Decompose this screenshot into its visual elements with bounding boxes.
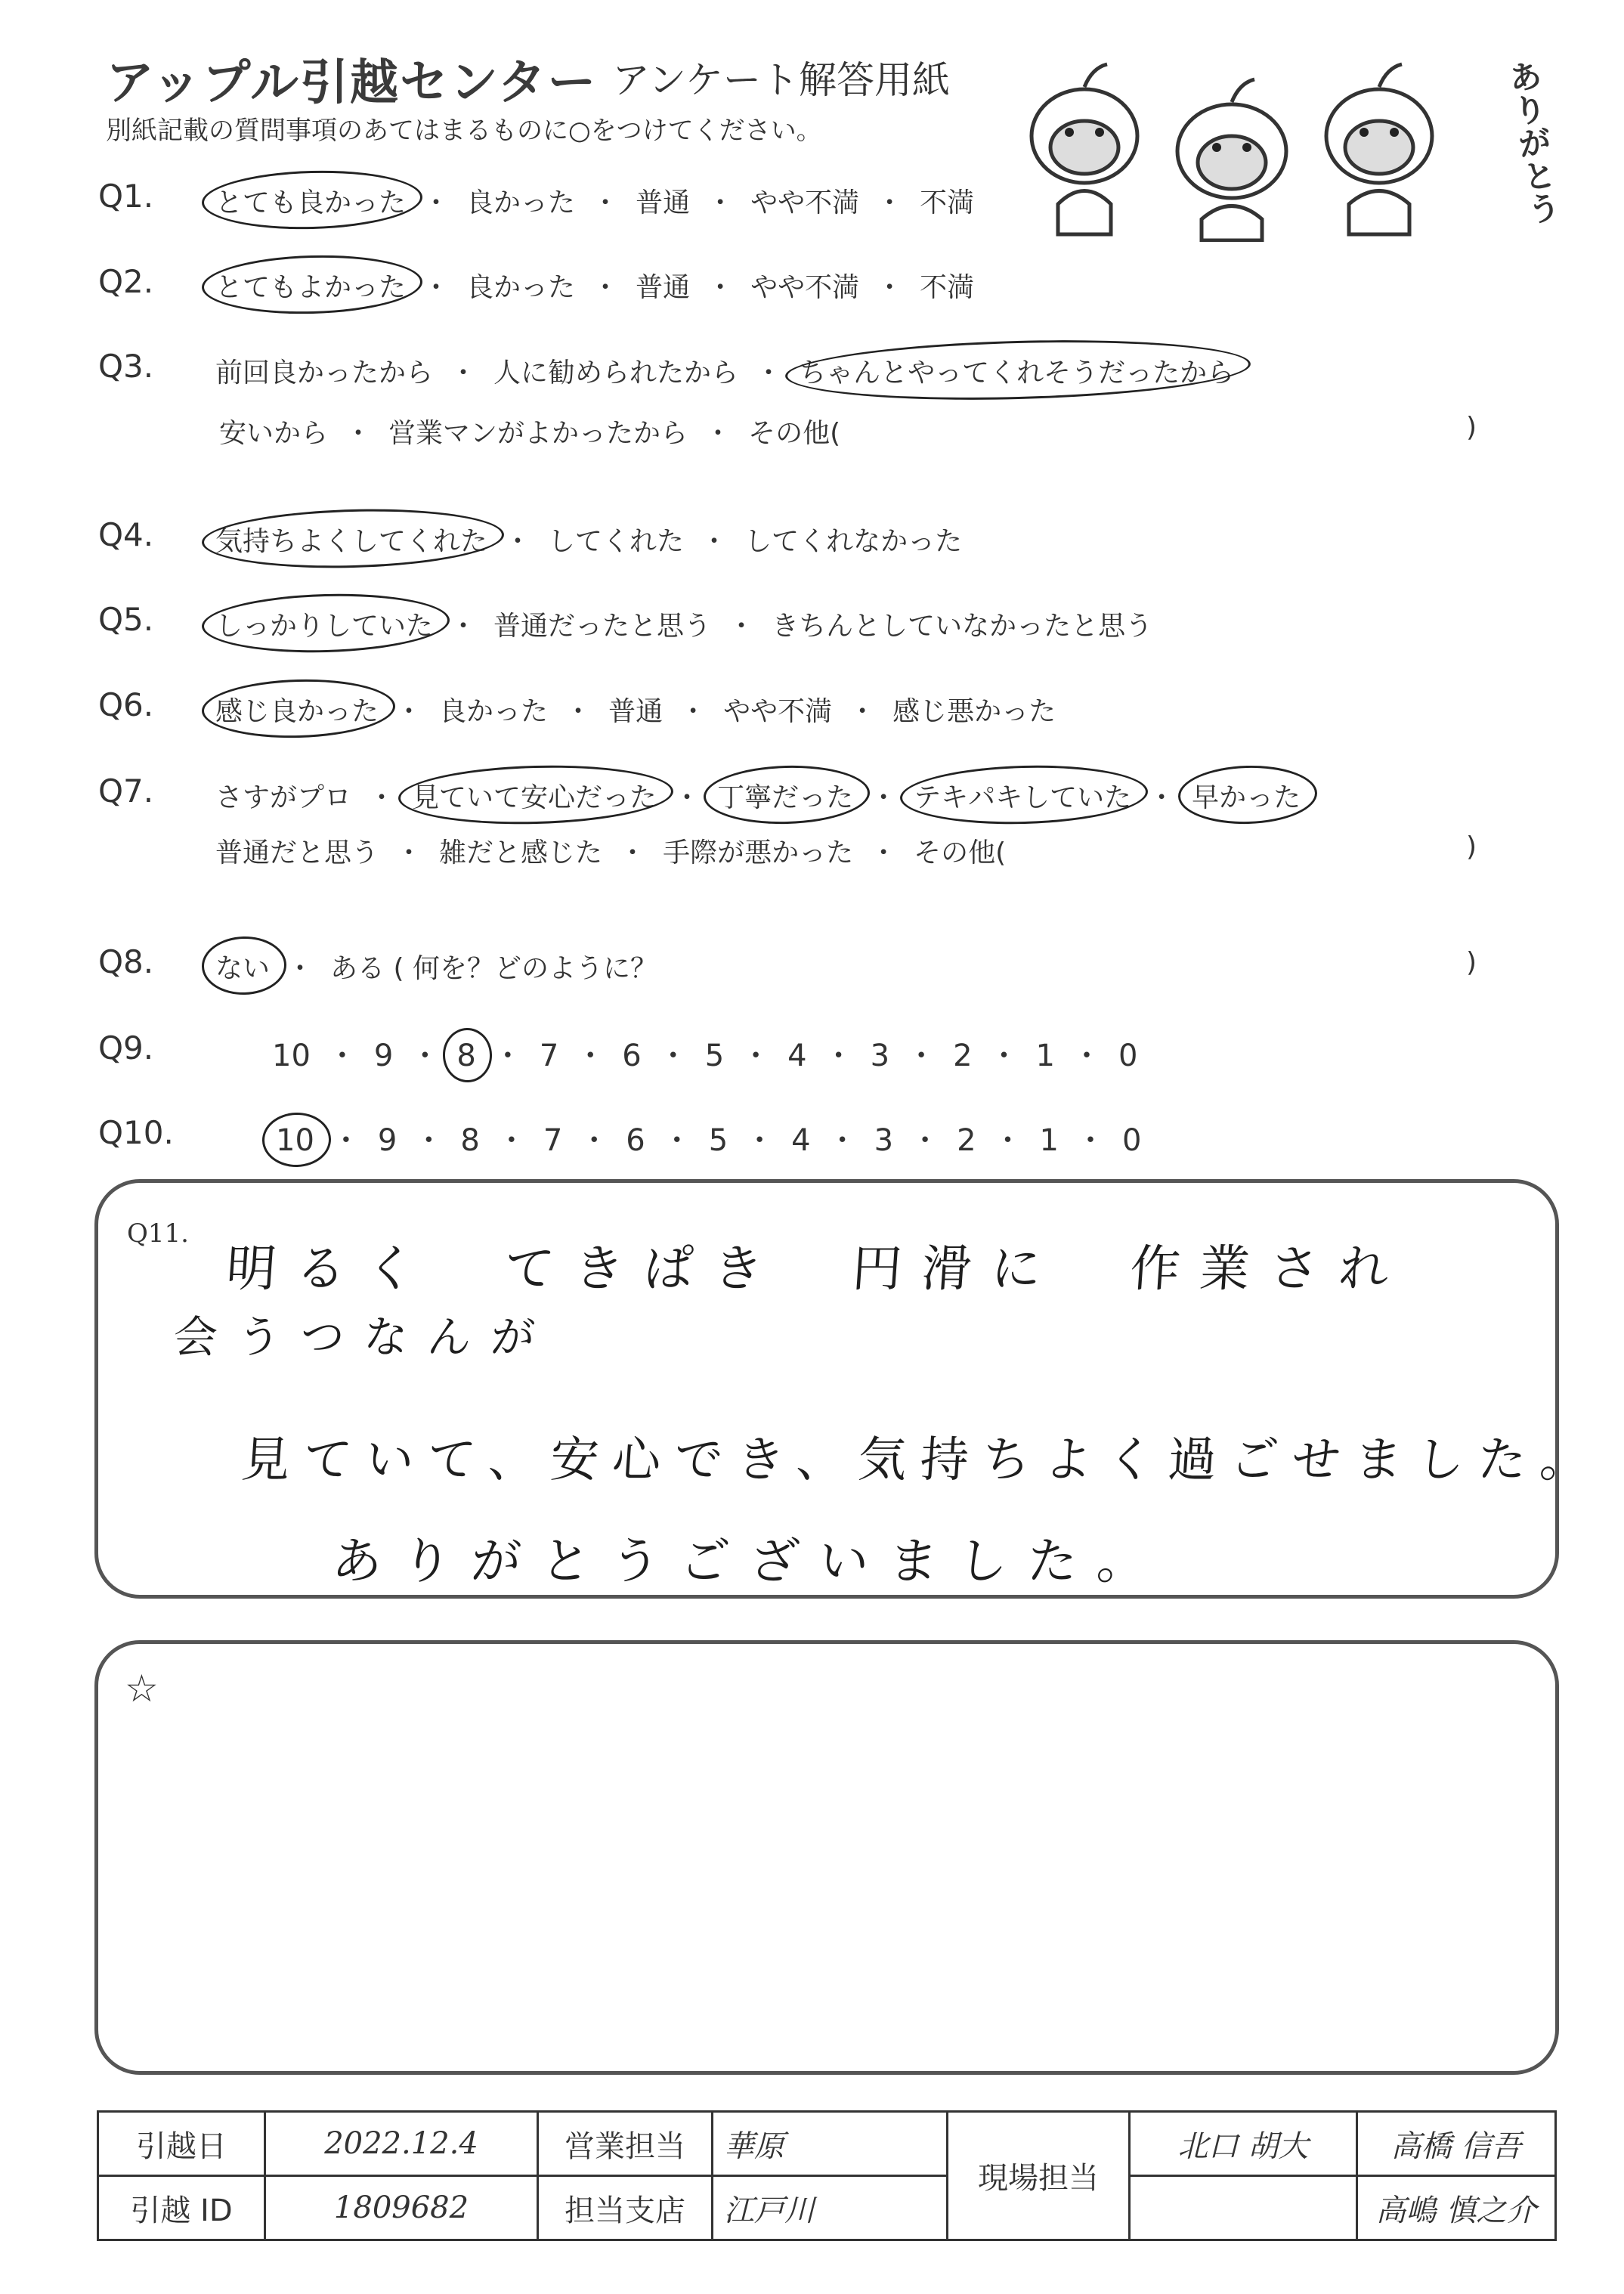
q9-option[interactable]: 7 xyxy=(539,1039,559,1073)
q9-label: Q9. xyxy=(98,1029,154,1067)
q9-option[interactable]: 6 xyxy=(622,1039,642,1073)
q10-options: 10 ・ 9 ・ 8 ・ 7 ・ 6 ・ 5 ・ 4 ・ 3 ・ 2 ・ 1 ・ 0 xyxy=(276,1123,1142,1158)
q8-options: ない ・ ある ( 何を？どのように？ xyxy=(215,947,657,986)
q10-option[interactable]: 7 xyxy=(543,1123,563,1158)
q2-option[interactable]: 良かった xyxy=(466,272,576,303)
q11-handwriting-line: 会うつなんが xyxy=(172,1311,557,1363)
q6-option[interactable]: やや不満 xyxy=(723,696,833,727)
q8-option[interactable]: ある ( 何を？どのように？ xyxy=(330,953,657,984)
q2-option[interactable]: 不満 xyxy=(920,272,975,303)
q9-option[interactable]: 8 xyxy=(456,1039,476,1073)
q1-option[interactable]: 不満 xyxy=(920,187,975,218)
q11-handwriting-line: ありがとうございました。 xyxy=(329,1532,1169,1590)
move-id-label: 引越 ID xyxy=(98,2176,265,2240)
q1-options: とても良かった ・ 良かった ・ 普通 ・ やや不満 ・ 不満 xyxy=(215,181,974,220)
q5-option[interactable]: しっかりしていた xyxy=(215,605,433,643)
branch-label: 担当支店 xyxy=(538,2176,713,2240)
q7-options-line2: 普通だと思う ・ 雑だと感じた ・ 手際が悪かった ・ その他( xyxy=(215,831,1006,870)
q10-option[interactable]: 2 xyxy=(957,1123,976,1158)
q3-option[interactable]: ちゃんとやってくれそうだったから xyxy=(799,351,1234,390)
q4-label: Q4. xyxy=(98,516,154,553)
q11-label: Q11. xyxy=(127,1218,189,1249)
q4-option[interactable]: してくれなかった xyxy=(744,526,963,557)
move-id-value: 1809682 xyxy=(265,2176,538,2240)
sales-label: 営業担当 xyxy=(538,2112,713,2176)
q9-option[interactable]: 9 xyxy=(373,1039,394,1073)
q9-options: 10 ・ 9 ・ 8 ・ 7 ・ 6 ・ 5 ・ 4 ・ 3 ・ 2 ・ 1 ・ 0 xyxy=(272,1039,1138,1073)
q3-option[interactable]: 安いから xyxy=(219,418,329,449)
q7-option[interactable]: 普通だと思う xyxy=(215,837,379,868)
site-staff-empty xyxy=(1130,2176,1357,2240)
q6-label: Q6. xyxy=(98,686,154,723)
q3-option[interactable]: 営業マンがよかったから xyxy=(388,418,688,449)
site-staff-label: 現場担当 xyxy=(948,2112,1130,2240)
q7-label: Q7. xyxy=(98,772,154,810)
q2-options: とてもよかった ・ 良かった ・ 普通 ・ やや不満 ・ 不満 xyxy=(215,266,974,305)
mascot-illustration xyxy=(1013,45,1511,242)
q6-option[interactable]: 良かった xyxy=(439,696,549,727)
q1-option[interactable]: 普通 xyxy=(636,187,691,218)
q2-option[interactable]: やや不満 xyxy=(750,272,860,303)
q9-option[interactable]: 10 xyxy=(272,1039,311,1073)
q10-option[interactable]: 1 xyxy=(1039,1123,1059,1158)
move-date-label: 引越日 xyxy=(98,2112,265,2176)
q7-option[interactable]: 早かった xyxy=(1192,776,1301,815)
q3-close-paren: ) xyxy=(1466,412,1477,443)
free-comment-box[interactable] xyxy=(94,1640,1559,2075)
form-title: アンケート解答用紙 xyxy=(612,58,950,102)
site-staff-name: 高嶋 慎之介 xyxy=(1357,2176,1556,2240)
q10-option[interactable]: 9 xyxy=(377,1123,397,1158)
q6-option[interactable]: 普通 xyxy=(608,696,664,727)
q3-option[interactable]: 人に勧められたから xyxy=(493,358,739,389)
q5-label: Q5. xyxy=(98,601,154,638)
q9-option[interactable]: 3 xyxy=(870,1039,890,1073)
q10-option[interactable]: 6 xyxy=(626,1123,645,1158)
q8-option[interactable]: ない xyxy=(215,947,270,986)
q7-option[interactable]: 雑だと感じた xyxy=(439,837,603,868)
q10-label: Q10. xyxy=(98,1114,174,1151)
q4-option[interactable]: 気持ちよくしてくれた xyxy=(215,520,487,559)
star-icon: ☆ xyxy=(125,1667,159,1710)
q7-option[interactable]: 見ていて安心だった xyxy=(412,776,657,815)
q1-option[interactable]: 良かった xyxy=(466,187,576,218)
thanks-text: ありがとう xyxy=(1507,57,1563,230)
q1-option[interactable]: とても良かった xyxy=(215,181,406,220)
q2-option[interactable]: とてもよかった xyxy=(215,266,406,305)
sales-name: 華原 xyxy=(713,2112,948,2176)
branch-name: 江戸川 xyxy=(713,2176,948,2240)
q7-options: さすがプロ ・ 見ていて安心だった ・ 丁寧だった ・ テキパキしていた ・ 早かった xyxy=(215,776,1301,815)
q3-options: 前回良かったから ・ 人に勧められたから ・ ちゃんとやってくれそうだったから xyxy=(215,351,1234,390)
q10-option[interactable]: 5 xyxy=(708,1123,728,1158)
q7-option[interactable]: 手際が悪かった xyxy=(663,837,854,868)
q3-option-other[interactable]: その他( xyxy=(748,418,841,449)
site-staff-name: 北口 胡大 xyxy=(1130,2112,1357,2176)
q5-options: しっかりしていた ・ 普通だったと思う ・ きちんとしていなかったと思う xyxy=(215,605,1152,643)
move-date-value: 2022.12.4 xyxy=(265,2112,538,2176)
q4-options: 気持ちよくしてくれた ・ してくれた ・ してくれなかった xyxy=(215,520,962,559)
q8-label: Q8. xyxy=(98,943,154,980)
q10-option[interactable]: 10 xyxy=(276,1123,314,1158)
q10-option[interactable]: 0 xyxy=(1121,1123,1142,1158)
q1-option[interactable]: やや不満 xyxy=(750,187,860,218)
q3-label: Q3. xyxy=(98,348,154,385)
q8-close-paren: ) xyxy=(1466,947,1477,978)
q9-option[interactable]: 4 xyxy=(787,1039,807,1073)
q10-option[interactable]: 4 xyxy=(791,1123,811,1158)
q11-handwriting-line: 明るく てきぱき 円滑に 作業され xyxy=(224,1240,1411,1298)
company-name: アップル引越センター xyxy=(106,55,598,111)
q10-option[interactable]: 8 xyxy=(460,1123,480,1158)
q9-option[interactable]: 1 xyxy=(1035,1039,1055,1073)
q9-option[interactable]: 0 xyxy=(1118,1039,1138,1073)
q7-option[interactable]: さすがプロ xyxy=(215,782,352,813)
q2-label: Q2. xyxy=(98,263,154,300)
move-info-table xyxy=(97,2110,1557,2241)
instruction-text: 別紙記載の質問事項のあてはまるものに○をつけてください。 xyxy=(106,116,822,146)
site-staff-name: 高橋 信吾 xyxy=(1357,2112,1556,2176)
q6-option[interactable]: 感じ悪かった xyxy=(892,696,1056,727)
q10-option[interactable]: 3 xyxy=(874,1123,894,1158)
q5-option[interactable]: 普通だったと思う xyxy=(493,611,712,642)
q3-options-line2: 安いから ・ 営業マンがよかったから ・ その他( xyxy=(219,412,840,450)
q4-option[interactable]: してくれた xyxy=(548,526,685,557)
q6-option[interactable]: 感じ良かった xyxy=(215,690,379,729)
q7-option[interactable]: テキパキしていた xyxy=(914,776,1131,815)
q2-option[interactable]: 普通 xyxy=(636,272,691,303)
q7-option-other[interactable]: その他( xyxy=(914,837,1007,868)
q5-option[interactable]: きちんとしていなかったと思う xyxy=(772,611,1153,642)
q7-option[interactable]: 丁寧だった xyxy=(717,776,853,815)
q6-options: 感じ良かった ・ 良かった ・ 普通 ・ やや不満 ・ 感じ悪かった xyxy=(215,690,1056,729)
q9-option[interactable]: 2 xyxy=(953,1039,973,1073)
q11-handwriting-line: 見ていて、安心でき、気持ちよく過ごせました。 xyxy=(239,1432,1604,1488)
q3-option[interactable]: 前回良かったから xyxy=(215,358,434,389)
q9-option[interactable]: 5 xyxy=(704,1039,725,1073)
q7-close-paren: ) xyxy=(1466,831,1477,862)
q1-label: Q1. xyxy=(98,178,154,215)
